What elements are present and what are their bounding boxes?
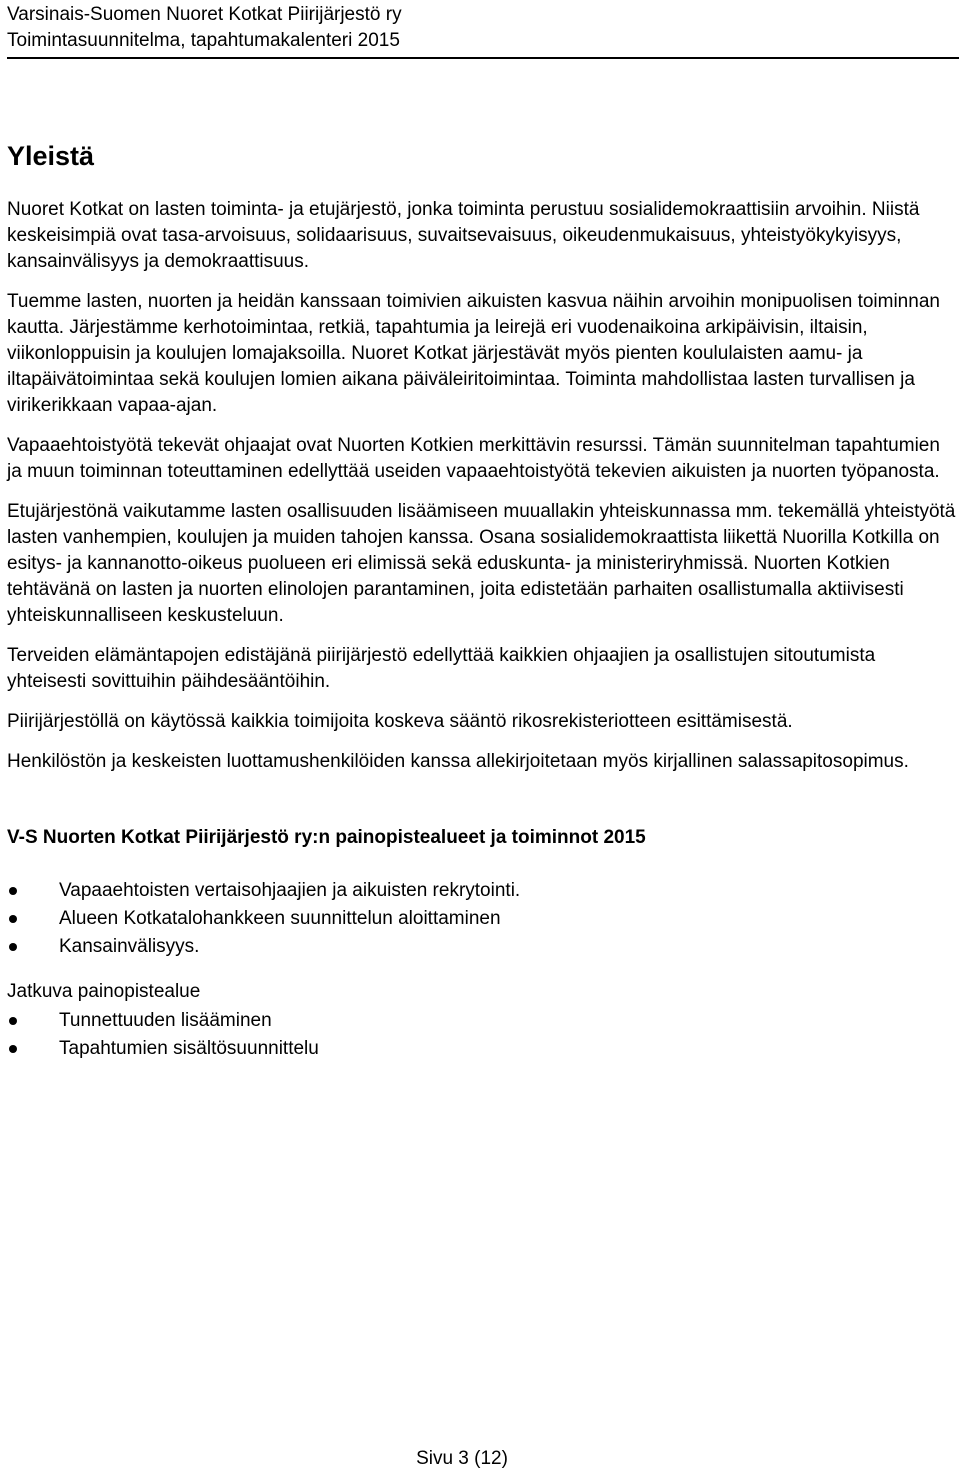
list-item: Tapahtumien sisältösuunnittelu [7, 1035, 957, 1063]
paragraph-volunteers: Vapaaehtoistyötä tekevät ohjaajat ovat Nuorten Kotkien merkittävin resurssi. Tämän suunnitelman tapahtumien ja muun toiminnan toteuttaminen edellyttää useiden vapaaehtoistyötä tekevien aikuisten ja nuorten työpanosta. [7, 435, 940, 482]
continuous-focus-list [7, 1007, 957, 1063]
paragraph-criminal-record: Piirijärjestöllä on käytössä kaikkia toimijoita koskeva sääntö rikosrekisteriotteen esittämisestä. [7, 711, 793, 732]
paragraph-substance-rules: Terveiden elämäntapojen edistäjänä piirijärjestö edellyttää kaikkien ohjaajien ja osallistujen sitoutumista yhteisesti sovittuihin päihdesääntöihin. [7, 645, 876, 692]
list-item: Vapaaehtoisten vertaisohjaajien ja aikuisten rekrytointi. [7, 877, 957, 905]
document-body [7, 139, 957, 1063]
continuous-focus-label: Jatkuva painopistealue [7, 981, 201, 1002]
focus-areas-title: V-S Nuorten Kotkat Piirijärjestö ry:n painopistealueet ja toiminnot 2015 [7, 827, 646, 848]
list-item: Kansainvälisyys. [7, 933, 957, 961]
document-header [7, 2, 959, 59]
bullet-icon [9, 943, 17, 951]
header-organization: Varsinais-Suomen Nuoret Kotkat Piirijärjestö ry [7, 4, 402, 25]
bullet-icon [9, 915, 17, 923]
paragraph-confidentiality: Henkilöstön ja keskeisten luottamushenkilöiden kanssa allekirjoitetaan myös kirjallinen salassapitosopimus. [7, 751, 909, 772]
focus-areas-list [7, 877, 957, 961]
paragraph-advocacy: Etujärjestönä vaikutamme lasten osallisuuden lisäämiseen muuallakin yhteiskunnassa mm. tekemällä yhteistyötä lasten vanhempien, koulujen ja muiden tahojen kanssa. Osana sosialidemokraattista liikettä Nuorilla Kotkilla on esitys- ja kannanotto-oikeus puolueen eri elimissä sekä eduskunta- ja ministeriryhmissä. Nuorten Kotkien tehtävänä on lasten ja nuorten elinolojen parantaminen, joita edistetään parhaiten osallistumalla aktiivisesti yhteiskunnalliseen keskusteluun. [7, 501, 956, 626]
page-number: Sivu 3 (12) [416, 1448, 508, 1469]
paragraph-activities: Tuemme lasten, nuorten ja heidän kanssaan toimivien aikuisten kasvua näihin arvoihin monipuolisen toiminnan kautta. Järjestämme kerhotoimintaa, retkiä, tapahtumia ja leirejä eri vuodenaikoina arkipäivisin, iltaisin, viikonloppuisin ja koulujen lomajaksoilla. Nuoret Kotkat järjestävät myös pienten koululaisten aamu- ja iltapäivätoimintaa sekä koulujen lomien aikana päiväleiritoimintaa. Toiminta mahdollistaa lasten turvallisen ja virikerikkaan vapaa-ajan. [7, 291, 940, 416]
list-item: Tunnettuuden lisääminen [7, 1007, 957, 1035]
header-subtitle: Toimintasuunnitelma, tapahtumakalenteri 2015 [7, 30, 400, 51]
paragraph-values: Nuoret Kotkat on lasten toiminta- ja etujärjestö, jonka toiminta perustuu sosialidemokraattisiin arvoihin. Niistä keskeisimpiä ovat tasa-arvoisuus, solidaarisuus, suvaitsevaisuus, oikeudenmukaisuus, yhteistyökykyisyys, kansainvälisyys ja demokraattisuus. [7, 199, 920, 272]
section-title: Yleistä [7, 141, 95, 171]
bullet-icon [9, 1045, 17, 1053]
bullet-icon [9, 1017, 17, 1025]
list-item: Alueen Kotkatalohankkeen suunnittelun aloittaminen [7, 905, 957, 933]
bullet-icon [9, 887, 17, 895]
